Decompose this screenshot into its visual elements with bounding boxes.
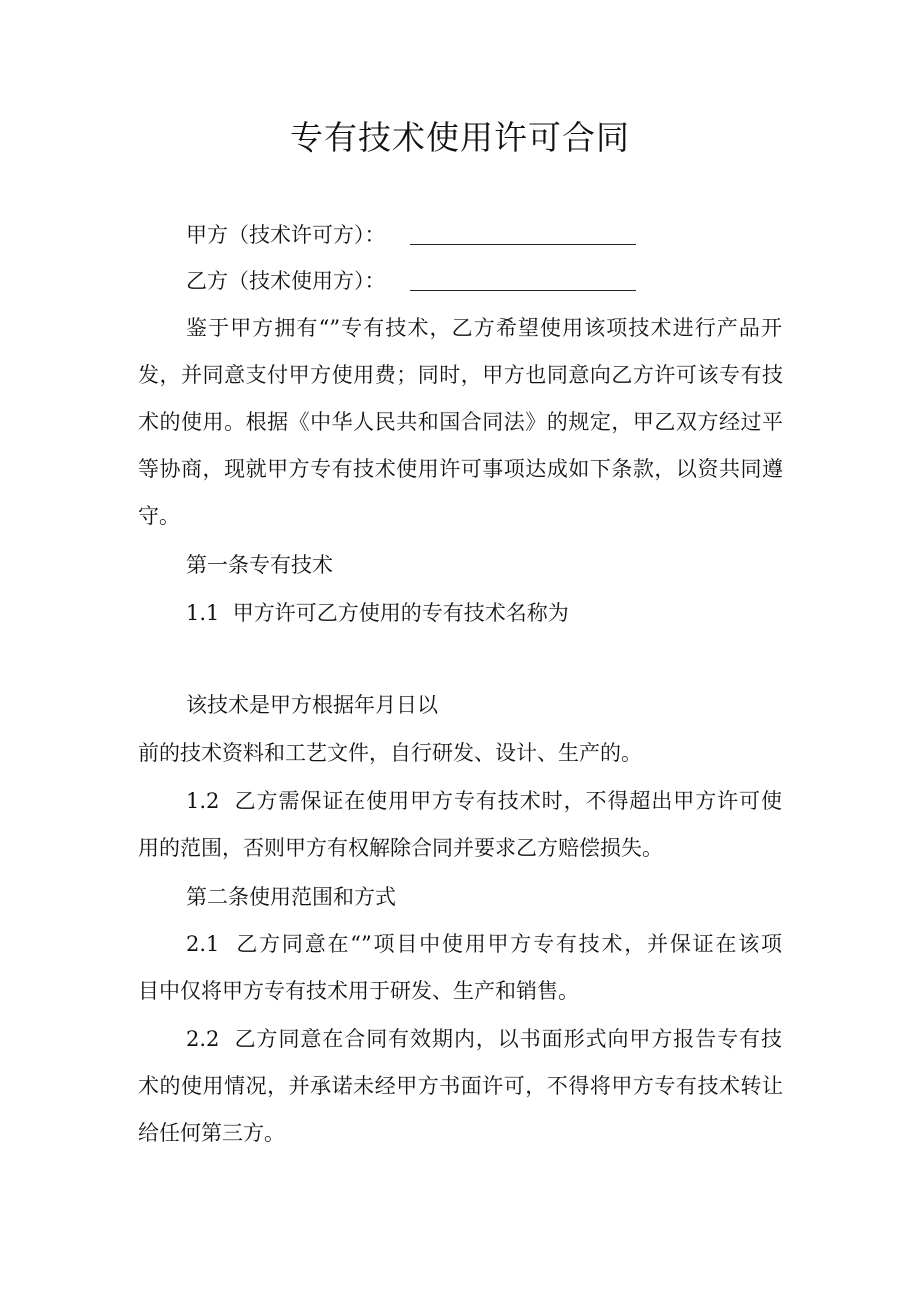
document-title: 专有技术使用许可合同 [290, 118, 630, 157]
clause-2-1: 目中仅将甲方专有技术用于研发、生产和销售。 [138, 979, 579, 1003]
clause-1-2: 1.2 乙方需保证在使用甲方专有技术时，不得超出甲方许可使 [186, 789, 782, 813]
preamble-line: 等协商，现就甲方专有技术使用许可事项达成如下条款，以资共同遵 [138, 457, 783, 481]
article-1-heading: 第一条专有技术 [186, 553, 333, 577]
clause-2-2: 术的使用情况，并承诺未经甲方书面许可，不得将甲方专有技术转让 [138, 1074, 783, 1098]
clause-1-1-cont: 该技术是甲方根据年月日以 [186, 693, 438, 717]
preamble-line: 术的使用。根据《中华人民共和国合同法》的规定，甲乙双方经过平 [138, 410, 783, 434]
clause-1-1: 1.1 甲方许可乙方使用的专有技术名称为 [186, 601, 569, 625]
party-b-label: 乙方（技术使用方）： [186, 269, 386, 293]
preamble-line: 守。 [138, 504, 180, 528]
party-a-blank [410, 222, 636, 245]
preamble-line: 发，并同意支付甲方使用费；同时，甲方也同意向乙方许可该专有技 [138, 363, 783, 387]
clause-2-1: 2.1 乙方同意在“”项目中使用甲方专有技术，并保证在该项 [186, 932, 782, 956]
preamble-line: 鉴于甲方拥有“”专有技术，乙方希望使用该项技术进行产品开 [186, 316, 782, 340]
article-2-heading: 第二条使用范围和方式 [186, 885, 396, 909]
party-b-blank [410, 268, 636, 291]
party-a-label: 甲方（技术许可方）： [186, 223, 386, 247]
clause-2-2: 2.2 乙方同意在合同有效期内，以书面形式向甲方报告专有技 [186, 1027, 782, 1051]
clause-2-2: 给任何第三方。 [138, 1121, 285, 1145]
clause-1-2: 用的范围，否则甲方有权解除合同并要求乙方赔偿损失。 [138, 836, 663, 860]
clause-1-1-cont: 前的技术资料和工艺文件，自行研发、设计、生产的。 [138, 741, 642, 765]
party-a-line [186, 220, 636, 250]
party-b-line [186, 266, 636, 296]
